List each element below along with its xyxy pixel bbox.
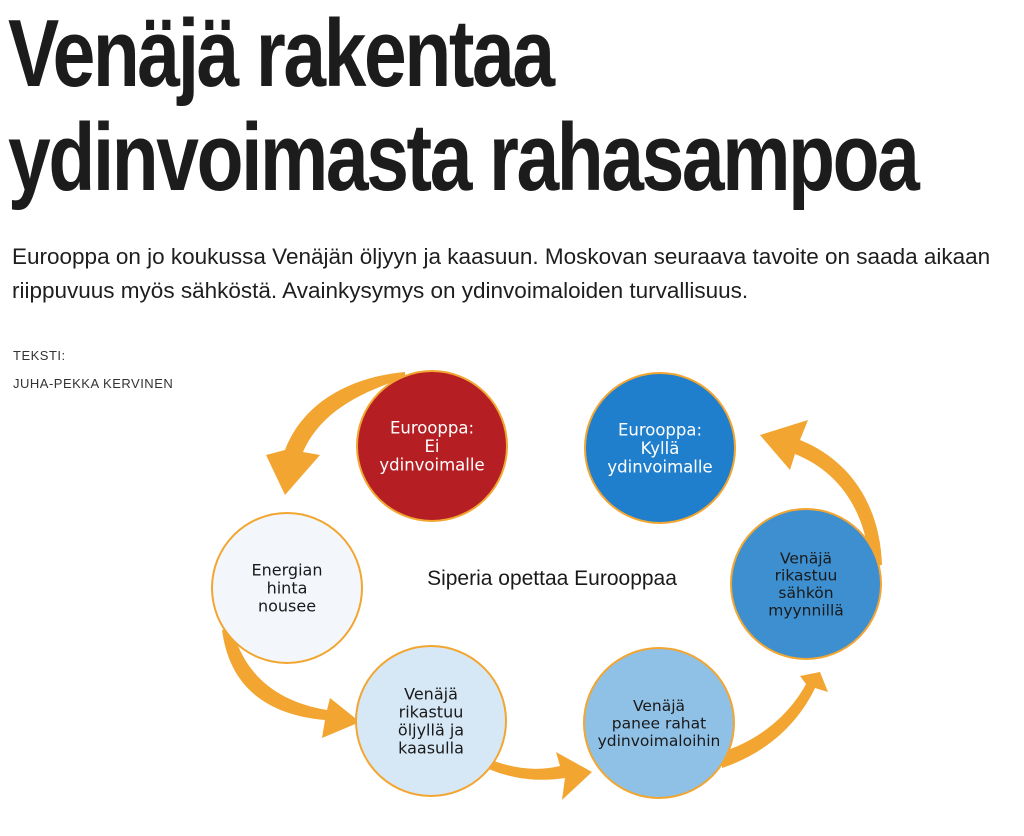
node-label-line: Kyllä [640, 438, 680, 458]
node-label-line: nousee [257, 596, 317, 616]
headline-line-1: Venäjä rakentaa [8, 0, 553, 107]
node-label-line: öljyllä ja [397, 720, 465, 740]
byline-label: TEKSTI: [13, 348, 66, 363]
node-oljy-kaasu [356, 646, 506, 796]
byline-author: JUHA-PEKKA KERVINEN [13, 376, 174, 391]
node-label-line: myynnillä [768, 601, 844, 620]
node-label-line: sähkön [778, 584, 834, 603]
node-label-line: ydinvoimalle [379, 455, 485, 475]
node-label-line: rikastuu [774, 566, 838, 585]
node-label-line: Ei [424, 436, 440, 456]
node-eurooppa-kylla [585, 373, 735, 523]
node-sahkon-myynti [731, 509, 881, 659]
node-label-line: Energian [251, 560, 323, 580]
node-label-line: kaasulla [398, 738, 464, 758]
node-ydinvoimaloihin [584, 648, 734, 798]
headline-line-2: ydinvoimasta rahasampoa [8, 104, 918, 211]
node-label-line: Venäjä [404, 684, 458, 704]
center-title: Siperia opettaa Eurooppaa [427, 567, 677, 590]
node-label-line: Eurooppa: [617, 420, 703, 440]
node-energian-hinta [212, 513, 362, 663]
node-label-line: Eurooppa: [389, 418, 475, 438]
node-label-line: panee rahat [611, 714, 707, 733]
node-label-line: ydinvoimalle [607, 457, 713, 477]
node-label-line: ydinvoimaloihin [597, 731, 721, 750]
node-label-line: Venäjä [779, 549, 833, 568]
node-label-line: rikastuu [398, 702, 464, 722]
node-label-line: Venäjä [632, 697, 686, 716]
arrow-oljy-to-ydinvoimaloihin [480, 752, 592, 800]
arrow-ydinvoimaloihin-to-sahkon [722, 672, 828, 768]
node-label-line: hinta [266, 578, 308, 598]
lead-paragraph: Eurooppa on jo koukussa Venäjän öljyyn ja kaasuun. Moskovan seuraava tavoite on saada aikaan riippuvuus myös sähköstä. Avainkysymys on ydinvoimaloiden turvallisuus. [12, 244, 991, 303]
node-eurooppa-ei [357, 371, 507, 521]
